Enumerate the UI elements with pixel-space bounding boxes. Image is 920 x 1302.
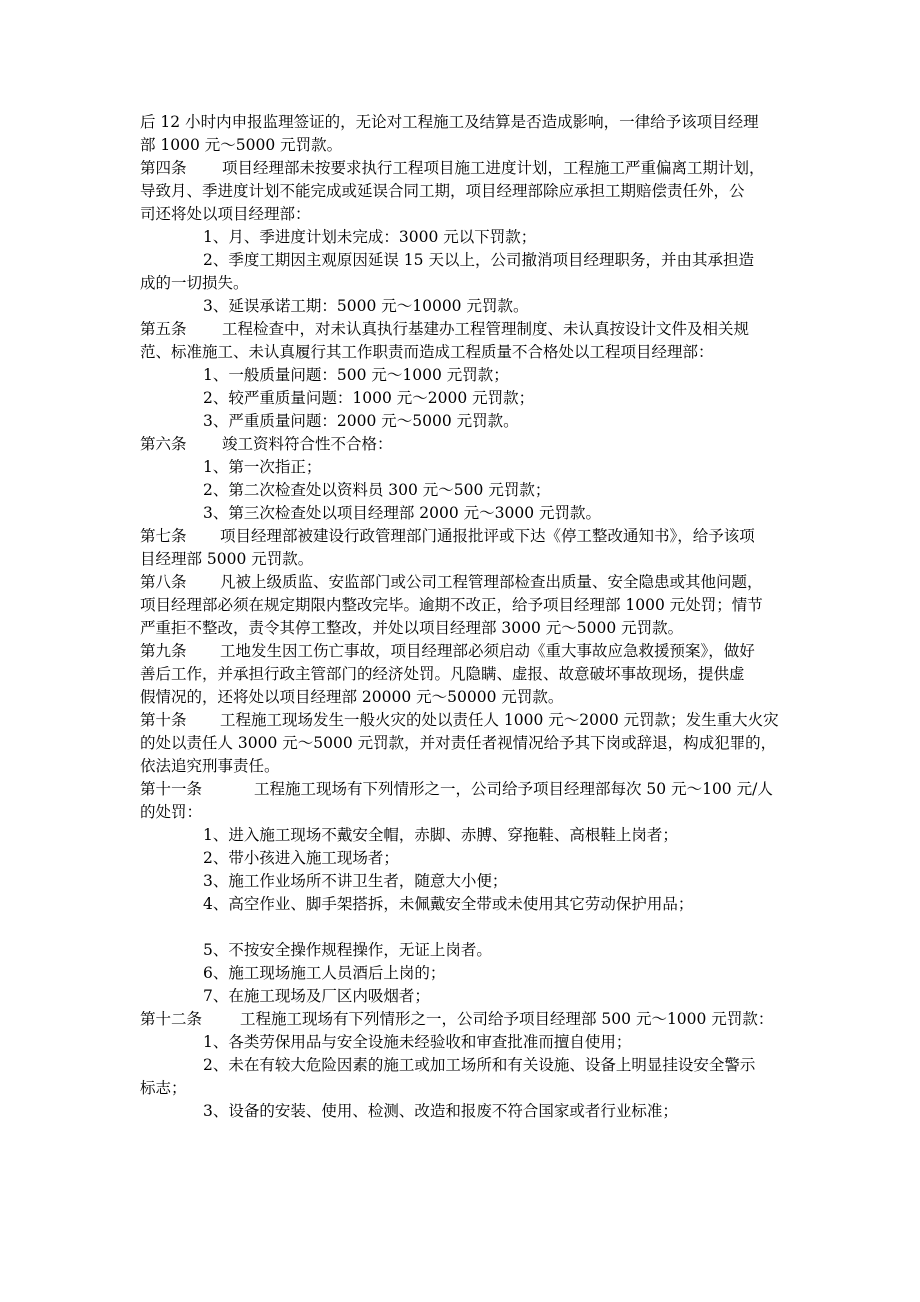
intro-line: 部 1000 元～5000 元罚款。 [140, 136, 343, 154]
article-block [140, 640, 785, 709]
article-label: 第九条 [140, 642, 187, 660]
list-item: 3、严重质量问题：2000 元～5000 元罚款。 [203, 412, 519, 430]
list-item-continuation: 成的一切损失。 [140, 274, 249, 292]
article-text: 善后工作，并承担行政主管部门的经济处罚。凡隐瞒、虚报、故意破坏事故现场，提供虚 [140, 665, 745, 683]
intro-line: 后 12 小时内申报监理签证的，无论对工程施工及结算是否造成影响，一律给予该项目经理 [140, 113, 759, 131]
article-block [140, 1008, 785, 1123]
article-text: 工程施工现场有下列情形之一，公司给予项目经理部 500 元～1000 元罚款： [240, 1010, 774, 1028]
list-item: 5、不按安全操作规程操作，无证上岗者。 [203, 941, 492, 959]
article-block [140, 433, 785, 525]
list-item: 3、施工作业场所不讲卫生者，随意大小便； [203, 872, 508, 890]
article-line [140, 203, 785, 226]
article-line [140, 686, 785, 709]
article-block [140, 709, 785, 778]
article-text: 项目经理部必须在规定期限内整改完毕。逾期不改正，给予项目经理部 1000 元处罚；情节 [140, 596, 763, 614]
article-first-line [140, 571, 785, 594]
article-first-line [140, 640, 785, 663]
article-text: 假情况的，还将处以项目经理部 20000 元～50000 元罚款。 [140, 688, 564, 706]
article-text: 项目经理部未按要求执行工程项目施工进度计划，工程施工严重偏离工期计划， [222, 159, 765, 177]
article-first-line [140, 778, 785, 801]
list-item [140, 916, 785, 939]
article-line [140, 755, 785, 778]
article-label: 第六条 [140, 435, 187, 453]
list-item: 2、带小孩进入施工现场者； [203, 849, 399, 867]
article-block [140, 525, 785, 571]
article-block [140, 157, 785, 318]
list-item: 1、一般质量问题：500 元～1000 元罚款； [203, 366, 509, 384]
article-line [140, 341, 785, 364]
article-block [140, 571, 785, 640]
article-first-line [140, 157, 785, 180]
article-line [140, 548, 785, 571]
list-item: 6、施工现场施工人员酒后上岗的； [203, 964, 446, 982]
article-text: 工地发生因工伤亡事故，项目经理部必须启动《重大事故应急救援预案》，做好 [220, 642, 755, 660]
list-item: 7、在施工现场及厂区内吸烟者； [203, 987, 430, 1005]
article-first-line [140, 525, 785, 548]
article-label: 第十一条 [140, 780, 203, 798]
article-text: 工程检查中，对未认真执行基建办工程管理制度、未认真按设计文件及相关规 [222, 320, 750, 338]
list-item: 2、季度工期因主观原因延误 15 天以上，公司撤消项目经理职务，并由其承担造 [203, 251, 754, 269]
document-page [140, 111, 785, 1123]
article-label: 第四条 [140, 159, 187, 177]
articles-container [140, 157, 785, 1123]
article-text: 的处罚： [140, 803, 203, 821]
article-label: 第十二条 [140, 1010, 203, 1028]
article-first-line [140, 709, 785, 732]
article-text: 司还将处以项目经理部： [140, 205, 311, 223]
list-item: 2、未在有较大危险因素的施工或加工场所和有关设施、设备上明显挂设安全警示 [203, 1056, 756, 1074]
intro-paragraph [140, 111, 785, 157]
list-item: 1、月、季进度计划未完成：3000 元以下罚款； [203, 228, 537, 246]
article-text: 严重拒不整改，责令其停工整改，并处以项目经理部 3000 元～5000 元罚款。 [140, 619, 684, 637]
article-text: 竣工资料符合性不合格： [222, 435, 393, 453]
article-line [140, 594, 785, 617]
list-item: 2、第二次检查处以资料员 300 元～500 元罚款； [203, 481, 551, 499]
article-block [140, 778, 785, 1008]
article-label: 第七条 [140, 527, 187, 545]
list-item: 2、较严重质量问题：1000 元～2000 元罚款； [203, 389, 535, 407]
list-item: 4、高空作业、脚手架搭拆，未佩戴安全带或未使用其它劳动保护用品； [203, 895, 694, 913]
article-line [140, 180, 785, 203]
article-text: 项目经理部被建设行政管理部门通报批评或下达《停工整改通知书》，给予该项 [220, 527, 755, 545]
article-line [140, 617, 785, 640]
article-label: 第十条 [140, 711, 187, 729]
article-text: 的处以责任人 3000 元～5000 元罚款，并对责任者视情况给予其下岗或辞退，构成犯罪的， [140, 734, 777, 752]
article-line [140, 732, 785, 755]
list-item: 1、第一次指正； [203, 458, 322, 476]
article-text: 导致月、季进度计划不能完成或延误合同工期，项目经理部除应承担工期赔偿责任外，公 [140, 182, 745, 200]
article-text: 凡被上级质监、安监部门或公司工程管理部检查出质量、安全隐患或其他问题， [220, 573, 763, 591]
list-item: 3、第三次检查处以项目经理部 2000 元～3000 元罚款。 [203, 504, 602, 522]
list-item: 1、各类劳保用品与安全设施未经验收和审查批准而擅自使用； [203, 1033, 632, 1051]
article-text: 范、标准施工、未认真履行其工作职责而造成工程质量不合格处以工程项目经理部： [140, 343, 714, 361]
article-label: 第八条 [140, 573, 187, 591]
article-line [140, 801, 785, 824]
list-item: 3、延误承诺工期：5000 元～10000 元罚款。 [203, 297, 529, 315]
article-text: 工程施工现场发生一般火灾的处以责任人 1000 元～2000 元罚款；发生重大火灾 [220, 711, 779, 729]
article-text: 目经理部 5000 元罚款。 [140, 550, 314, 568]
article-block [140, 318, 785, 433]
article-label: 第五条 [140, 320, 187, 338]
list-item-continuation: 标志； [140, 1079, 187, 1097]
article-text: 工程施工现场有下列情形之一，公司给予项目经理部每次 50 元～100 元/人 [254, 780, 773, 798]
article-first-line [140, 1008, 785, 1031]
article-first-line [140, 433, 785, 456]
article-first-line [140, 318, 785, 341]
list-item: 3、设备的安装、使用、检测、改造和报废不符合国家或者行业标准； [203, 1102, 678, 1120]
article-text: 依法追究刑事责任。 [140, 757, 280, 775]
list-item: 1、进入施工现场不戴安全帽，赤脚、赤膊、穿拖鞋、高根鞋上岗者； [203, 826, 678, 844]
article-line [140, 663, 785, 686]
